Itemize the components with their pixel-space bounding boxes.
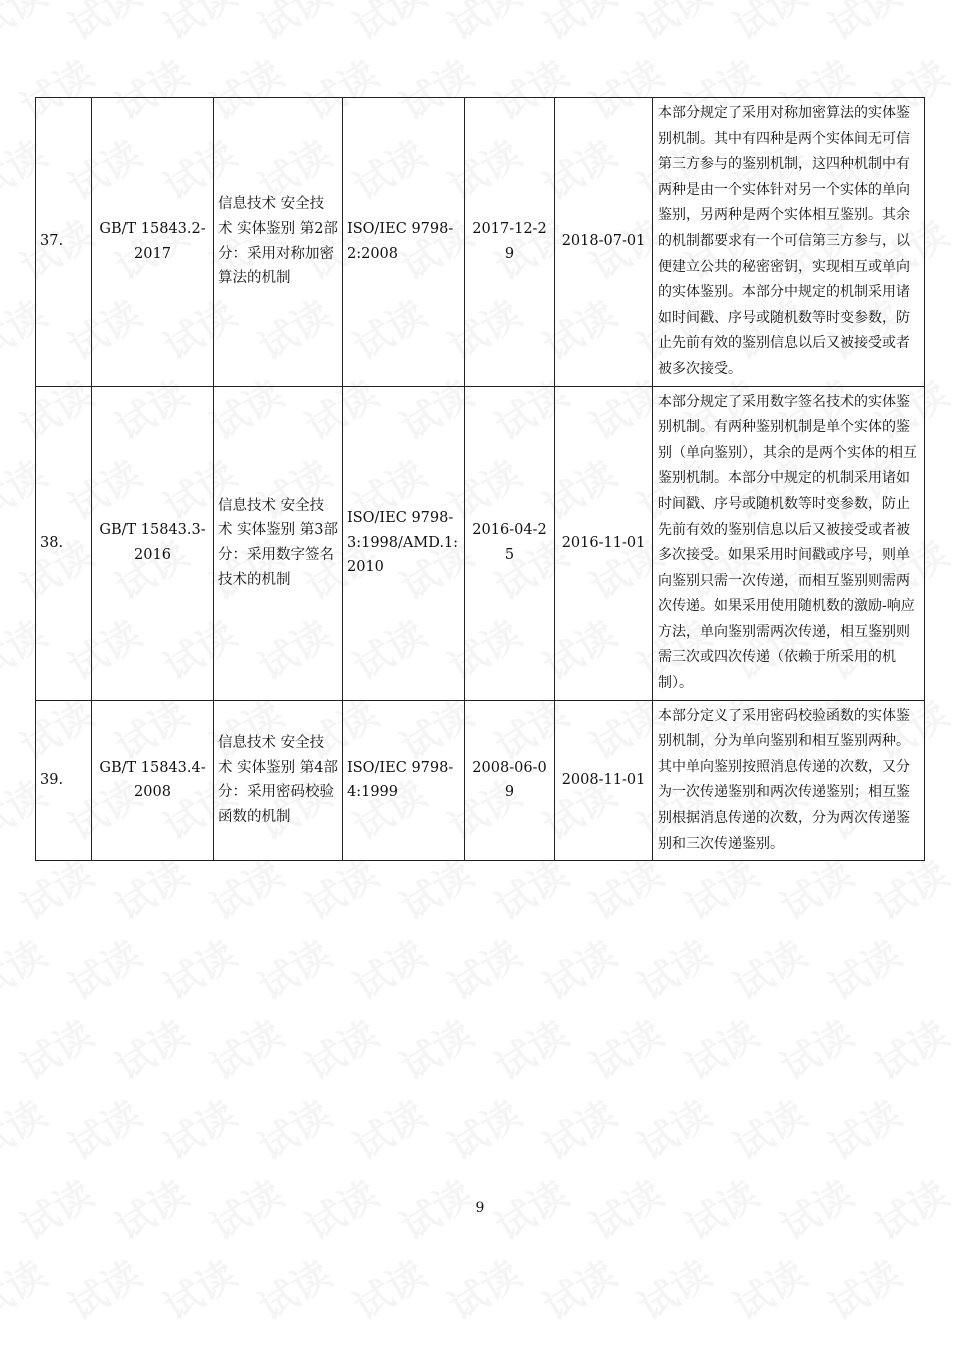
standard-description: 本部分规定了采用对称加密算法的实体鉴别机制。其中有四种是两个实体间无可信第三方参与的鉴别机制，这四种机制中有两种是由一个实体针对另一个实体的单向鉴别，另两种是两个实体相互鉴别。其余的机制都要求有一个可信第三方参与，以便建立公共的秘密密钥，实现相互或单向的实体鉴别。本部分中规定的机制采用诸如时间戳、序号或随机数等时变参数，防止先前有效的鉴别信息以后又被接受或者被多次接受。 bbox=[653, 98, 925, 387]
row-number: 37. bbox=[36, 98, 92, 387]
watermark-text bbox=[151, 924, 245, 1011]
watermark-text bbox=[341, 1084, 435, 1171]
standard-description: 本部分规定了采用数字签名技术的实体鉴别机制。有两种鉴别机制是单个实体的鉴别（单向鉴别），其余的是两个实体的相互鉴别机制。本部分中规定的机制采用诸如时间戳、序号或随机数等时变参数，防止先前有效的鉴别信息以后又被接受或者被多次接受。如果采用时间戳或序号，则单向鉴别只需一次传递，而相互鉴别则需两次传递。如果采用使用随机数的激励-响应方法，单向鉴别需两次传递，相互鉴别则需三次或四次传递（依赖于所采用的机制）。 bbox=[653, 386, 925, 700]
standard-code: GB/T 15843.3-2016 bbox=[92, 386, 214, 700]
watermark-text bbox=[816, 0, 910, 51]
table-row bbox=[36, 386, 925, 700]
watermark-text bbox=[151, 1244, 245, 1331]
iso-reference: ISO/IEC 9798-2:2008 bbox=[343, 98, 465, 387]
watermark-text bbox=[531, 924, 625, 1011]
watermark-text bbox=[721, 0, 815, 51]
watermark-text bbox=[721, 924, 815, 1011]
standard-name: 信息技术 安全技术 实体鉴别 第3部分：采用数字签名技术的机制 bbox=[214, 386, 343, 700]
row-number: 39. bbox=[36, 700, 92, 861]
publish-date: 2016-04-25 bbox=[465, 386, 555, 700]
watermark-text bbox=[341, 0, 435, 51]
watermark-text bbox=[246, 924, 340, 1011]
page-number: 9 bbox=[475, 1200, 485, 1216]
watermark-text bbox=[626, 1244, 720, 1331]
watermark-text bbox=[721, 1244, 815, 1331]
watermark-text bbox=[0, 0, 55, 51]
watermark-text bbox=[56, 1244, 150, 1331]
watermark-text bbox=[436, 1244, 530, 1331]
standards-table bbox=[35, 97, 925, 861]
watermark-text bbox=[0, 1244, 55, 1331]
watermark-text bbox=[721, 1084, 815, 1171]
watermark-text bbox=[626, 0, 720, 51]
watermark-text bbox=[673, 1004, 767, 1091]
watermark-text bbox=[0, 924, 55, 1011]
watermark-text bbox=[436, 924, 530, 1011]
publish-date: 2008-06-09 bbox=[465, 700, 555, 861]
standard-name: 信息技术 安全技术 实体鉴别 第2部分：采用对称加密算法的机制 bbox=[214, 98, 343, 387]
table-row bbox=[36, 700, 925, 861]
watermark-text bbox=[151, 1084, 245, 1171]
watermark-text bbox=[768, 1004, 862, 1091]
standard-description: 本部分定义了采用密码校验函数的实体鉴别机制，分为单向鉴别和相互鉴别两种。其中单向鉴别按照消息传递的次数，又分为一次传递鉴别和两次传递鉴别；相互鉴别根据消息传递的次数，分为两次传递鉴别和三次传递鉴别。 bbox=[653, 700, 925, 861]
watermark-text bbox=[341, 924, 435, 1011]
watermark-text bbox=[436, 1084, 530, 1171]
standard-code: GB/T 15843.4-2008 bbox=[92, 700, 214, 861]
watermark-text bbox=[246, 1084, 340, 1171]
watermark-text bbox=[151, 0, 245, 51]
implement-date: 2018-07-01 bbox=[555, 98, 653, 387]
watermark-text bbox=[198, 1004, 292, 1091]
watermark-text bbox=[56, 1084, 150, 1171]
watermark-text bbox=[293, 1004, 387, 1091]
watermark-text bbox=[626, 924, 720, 1011]
iso-reference: ISO/IEC 9798-3:1998/AMD.1:2010 bbox=[343, 386, 465, 700]
watermark-text bbox=[103, 1004, 197, 1091]
standard-code: GB/T 15843.2-2017 bbox=[92, 98, 214, 387]
watermark-text bbox=[388, 1004, 482, 1091]
row-number: 38. bbox=[36, 386, 92, 700]
watermark-text bbox=[626, 1084, 720, 1171]
watermark-text bbox=[341, 1244, 435, 1331]
implement-date: 2008-11-01 bbox=[555, 700, 653, 861]
watermark-text bbox=[436, 0, 530, 51]
implement-date: 2016-11-01 bbox=[555, 386, 653, 700]
watermark-text bbox=[863, 1004, 957, 1091]
watermark-text bbox=[8, 1004, 102, 1091]
watermark-text bbox=[531, 1244, 625, 1331]
watermark-text bbox=[531, 1084, 625, 1171]
watermark-text bbox=[531, 0, 625, 51]
watermark-text bbox=[578, 1004, 672, 1091]
watermark-text bbox=[0, 1084, 55, 1171]
watermark-text bbox=[816, 1244, 910, 1331]
watermark-text bbox=[56, 0, 150, 51]
watermark-text bbox=[816, 1084, 910, 1171]
table-row bbox=[36, 98, 925, 387]
watermark-text bbox=[246, 1244, 340, 1331]
watermark-text bbox=[483, 1004, 577, 1091]
watermark-text bbox=[816, 924, 910, 1011]
watermark-text bbox=[56, 924, 150, 1011]
publish-date: 2017-12-29 bbox=[465, 98, 555, 387]
standard-name: 信息技术 安全技术 实体鉴别 第4部分：采用密码校验函数的机制 bbox=[214, 700, 343, 861]
iso-reference: ISO/IEC 9798-4:1999 bbox=[343, 700, 465, 861]
watermark-text bbox=[246, 0, 340, 51]
